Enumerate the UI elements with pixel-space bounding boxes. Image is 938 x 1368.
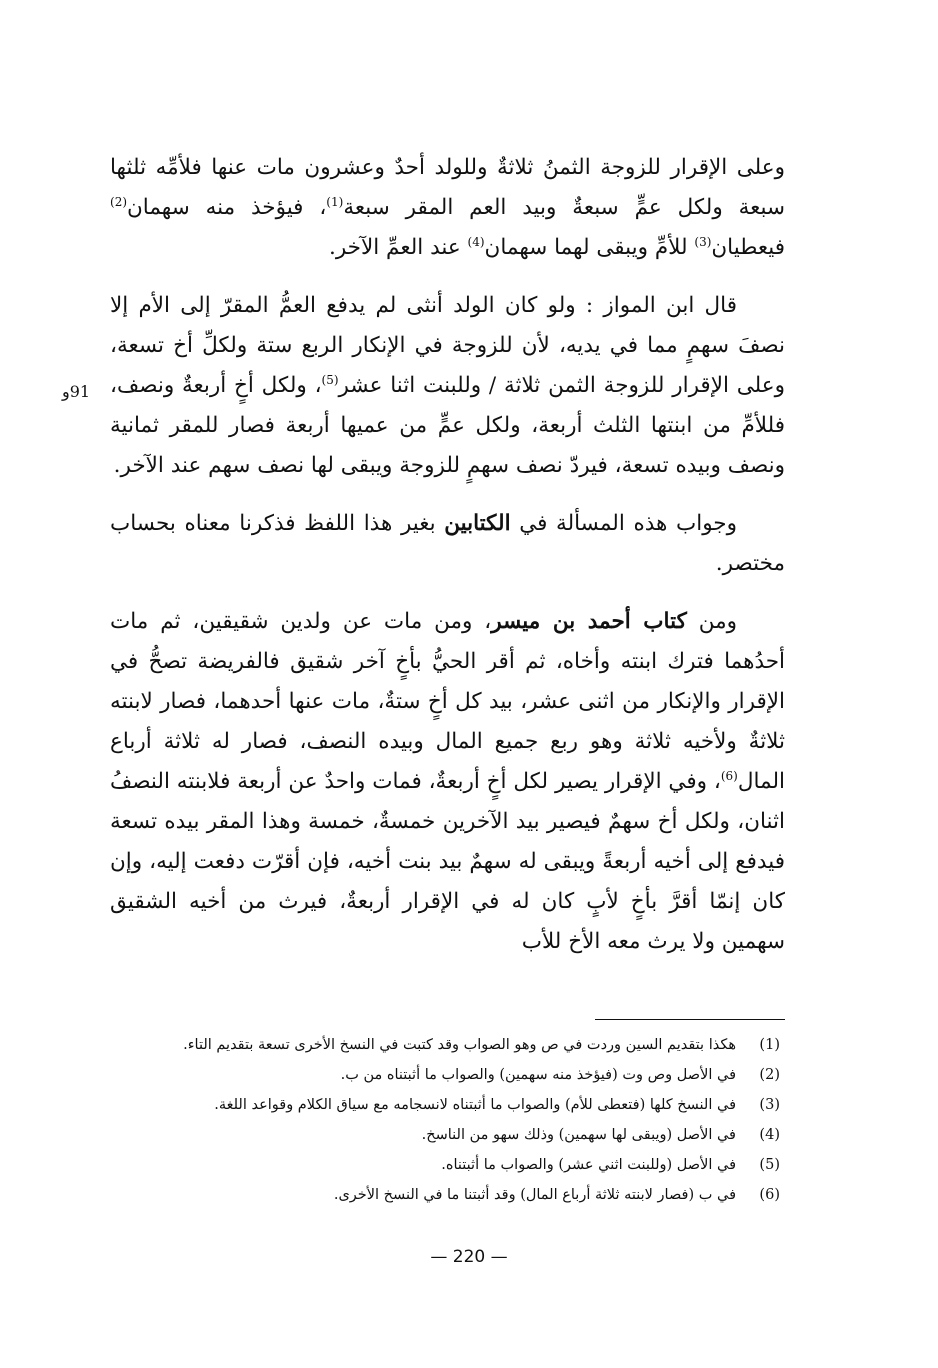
paragraph-4-text: ومن [686, 609, 737, 634]
footnote-text: في الأصل وص وت (فيؤخذ منه سهمين) والصواب ما أثبتناه من ب. [340, 1067, 736, 1083]
footnote-3 [110, 1090, 780, 1120]
footnote-ref-4[interactable]: (4) [467, 234, 485, 249]
footnote-4 [110, 1120, 780, 1150]
footnote-text: في النسخ كلها (فتعطى للأم) والصواب ما أثبتناه لانسجامه مع سياق الكلام وقواعد اللغة. [214, 1097, 736, 1113]
paragraph-1-text: وعلى الإقرار للزوجة الثمنُ ثلاثةٌ وللولد أحدٌ وعشرون مات عنها فلأمِّه ثلثها سبعة ولكل عمٍّ سبعةٌ وبيد العم المقر سبعة [110, 155, 785, 220]
paragraph-4-text-b: ، ومن مات عن ولدين شقيقين، ثم مات أحدُهما فترك ابنته وأخاه، ثم أقر الحيُّ بأخٍ آخر شقيق فالفريضة تصحُّ في الإقرار والإنكار من اثنى عشر، بيد كل أخٍ ستةٌ، مات عنها أحدهما، فصار لابنته ثلاثةٌ ولأخيه ثلاثة وهو ربع جميع المال وبيده النصف، فصار له ثلاثة أرباع المال [110, 609, 785, 794]
footnote-2 [110, 1060, 780, 1090]
footnote-text: في الأصل (وللبنت اثني عشر) والصواب ما أثبتناه. [441, 1157, 736, 1173]
footnote-ref-5[interactable]: (5) [321, 372, 339, 387]
folio-margin-note: 91و [62, 382, 91, 401]
footnote-1 [110, 1030, 780, 1060]
footnote-number: (6) [759, 1187, 780, 1203]
paragraph-3 [110, 504, 785, 584]
paragraph-2-text-b: ، ولكل أخٍ أربعةٌ ونصف، فللأمِّ من ابنتها الثلث أربعة، ولكل عمٍّ من عميها أربعة فصار للمقر ثمانية ونصف وبيده تسعة، فيردّ نصف سهمٍ للزوجة ويبقى لها نصف سهم عند الآخر. [110, 373, 785, 478]
paragraph-4-bold: كتاب أحمد بن ميسر [491, 609, 687, 634]
footnote-number: (3) [759, 1097, 780, 1113]
footnote-number: (1) [759, 1037, 780, 1053]
main-text [110, 148, 785, 980]
paragraph-2 [110, 286, 785, 486]
footnote-ref-2[interactable]: (2) [110, 194, 128, 209]
footnote-ref-6[interactable]: (6) [720, 768, 738, 783]
footnote-divider [595, 1019, 785, 1020]
paragraph-4 [110, 602, 785, 962]
paragraph-3-bold: الكتابين [444, 511, 511, 536]
paragraph-3-text: وجواب هذه المسألة في [510, 511, 737, 536]
paragraph-4-text-c: ، وفي الإقرار يصير لكل أخٍ أربعةٌ، فمات واحدٌ عن أربعة فلابنته النصفُ اثنان، ولكل أخ سهمٌ فيصير بيد الآخرين خمسةٌ، خمسة وهذا المقر بيده تسعة فيدفع إلى أخيه أربعةً ويبقى له سهمٌ بيد بنت أخيه، فإن أقرّت دفعت إليه، وإن كان إنمّا أقرَّ بأخٍ لأبٍ كان له في الإقرار أربعةٌ، فيرث من أخيه الشقيق سهمين ولا يرث معه الأخ للأب [110, 769, 785, 954]
footnote-number: (5) [759, 1157, 780, 1173]
footnote-text: هكذا بتقديم السين وردت في ص وهو الصواب وقد كتبت في النسخ الأخرى تسعة بتقديم التاء. [183, 1037, 736, 1053]
paragraph-2-text: قال ابن المواز : ولو كان الولد أنثى لم يدفع العمُّ المقرّ إلى الأم إلا نصفَ سهمٍ مما في يديه، لأن للزوجة في الإنكار الربع ستة ولكلِّ أخ تسعة، وعلى الإقرار للزوجة الثمن ثلاثة / وللبنت اثنا عشر [110, 293, 785, 398]
paragraph-1-text-e: عند العمِّ الآخر. [328, 235, 468, 260]
paragraph-1-text-b: ، فيؤخذ منه سهمان [127, 195, 327, 220]
footnote-number: (4) [759, 1127, 780, 1143]
footnote-text: في الأصل (ويبقى لها سهمين) وذلك سهو من الناسخ. [421, 1127, 736, 1143]
footnote-5 [110, 1150, 780, 1180]
page-number: — 220 — [430, 1247, 508, 1267]
paragraph-1-text-d: للأمِّ ويبقى لهما سهمان [484, 235, 695, 260]
footnote-ref-3[interactable]: (3) [694, 234, 712, 249]
footnote-text: في ب (فصار لابنته ثلاثة أرباع المال) وقد أثبتنا ما في النسخ الأخرى. [333, 1187, 736, 1203]
footnotes [110, 1030, 780, 1210]
footnote-ref-1[interactable]: (1) [326, 194, 344, 209]
paragraph-3-text-b: بغير هذا اللفظ فذكرنا معناه بحساب مختصر. [110, 511, 785, 576]
footnote-number: (2) [759, 1067, 780, 1083]
footnote-6 [110, 1180, 780, 1210]
paragraph-1-text-c: فيعطيان [711, 235, 785, 260]
paragraph-1 [110, 148, 785, 268]
